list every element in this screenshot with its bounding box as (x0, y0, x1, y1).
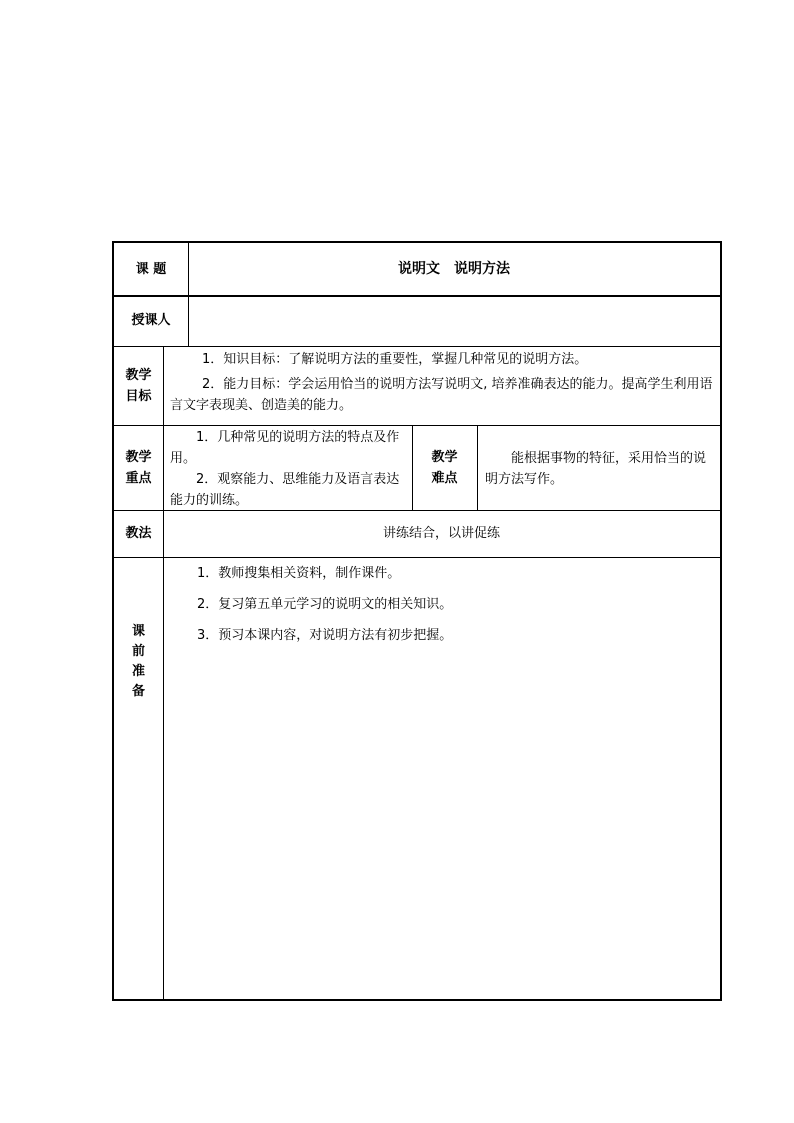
prep-item: 2．复习第五单元学习的说明文的相关知识。 (197, 597, 453, 612)
key-points-label-line: 重点 (125, 470, 152, 486)
prep-label-char: 备 (131, 684, 145, 699)
method-label: 教法 (125, 526, 152, 541)
difficulties-text: 能根据事物的特征，采用恰当的说明方法写作。 (485, 451, 707, 487)
difficulties-label-line: 难点 (431, 470, 458, 486)
difficulties-label-line: 教学 (431, 449, 458, 465)
difficulties-label (412, 425, 477, 510)
key-points-label (114, 425, 163, 510)
key-points-label-line: 教学 (125, 449, 152, 465)
teacher-value (188, 295, 720, 346)
goal-item: 2．能力目标：学会运用恰当的说明方法写说明文, 培养准确表达的能力。提高学生利用语言文字表现美、创造美的能力。 (170, 377, 713, 413)
topic-value: 说明文 说明方法 (398, 260, 510, 277)
goals-label-line: 教学 (125, 367, 152, 383)
prep-label-char: 前 (131, 644, 145, 659)
lesson-plan-table (112, 241, 722, 1001)
prep-content (163, 557, 720, 1001)
goals-content (163, 346, 720, 425)
prep-label-char: 准 (131, 664, 145, 679)
prep-item: 3．预习本课内容，对说明方法有初步把握。 (197, 628, 453, 643)
prep-label-char: 课 (131, 624, 145, 639)
prep-item: 1．教师搜集相关资料，制作课件。 (197, 566, 401, 581)
prep-label (114, 557, 163, 1001)
difficulties-content (477, 425, 720, 510)
key-points-content (163, 425, 412, 510)
goals-label-line: 目标 (125, 388, 152, 404)
key-point-item: 2．观察能力、思维能力及语言表达能力的训练。 (170, 472, 400, 508)
key-point-item: 1．几种常见的说明方法的特点及作用。 (170, 430, 400, 466)
teacher-label: 授课人 (131, 313, 171, 328)
goal-item: 1．知识目标：了解说明方法的重要性，掌握几种常见的说明方法。 (202, 352, 588, 367)
topic-label: 课 题 (135, 261, 167, 277)
goals-label (114, 346, 163, 425)
method-value: 讲练结合，以讲促练 (382, 526, 500, 541)
